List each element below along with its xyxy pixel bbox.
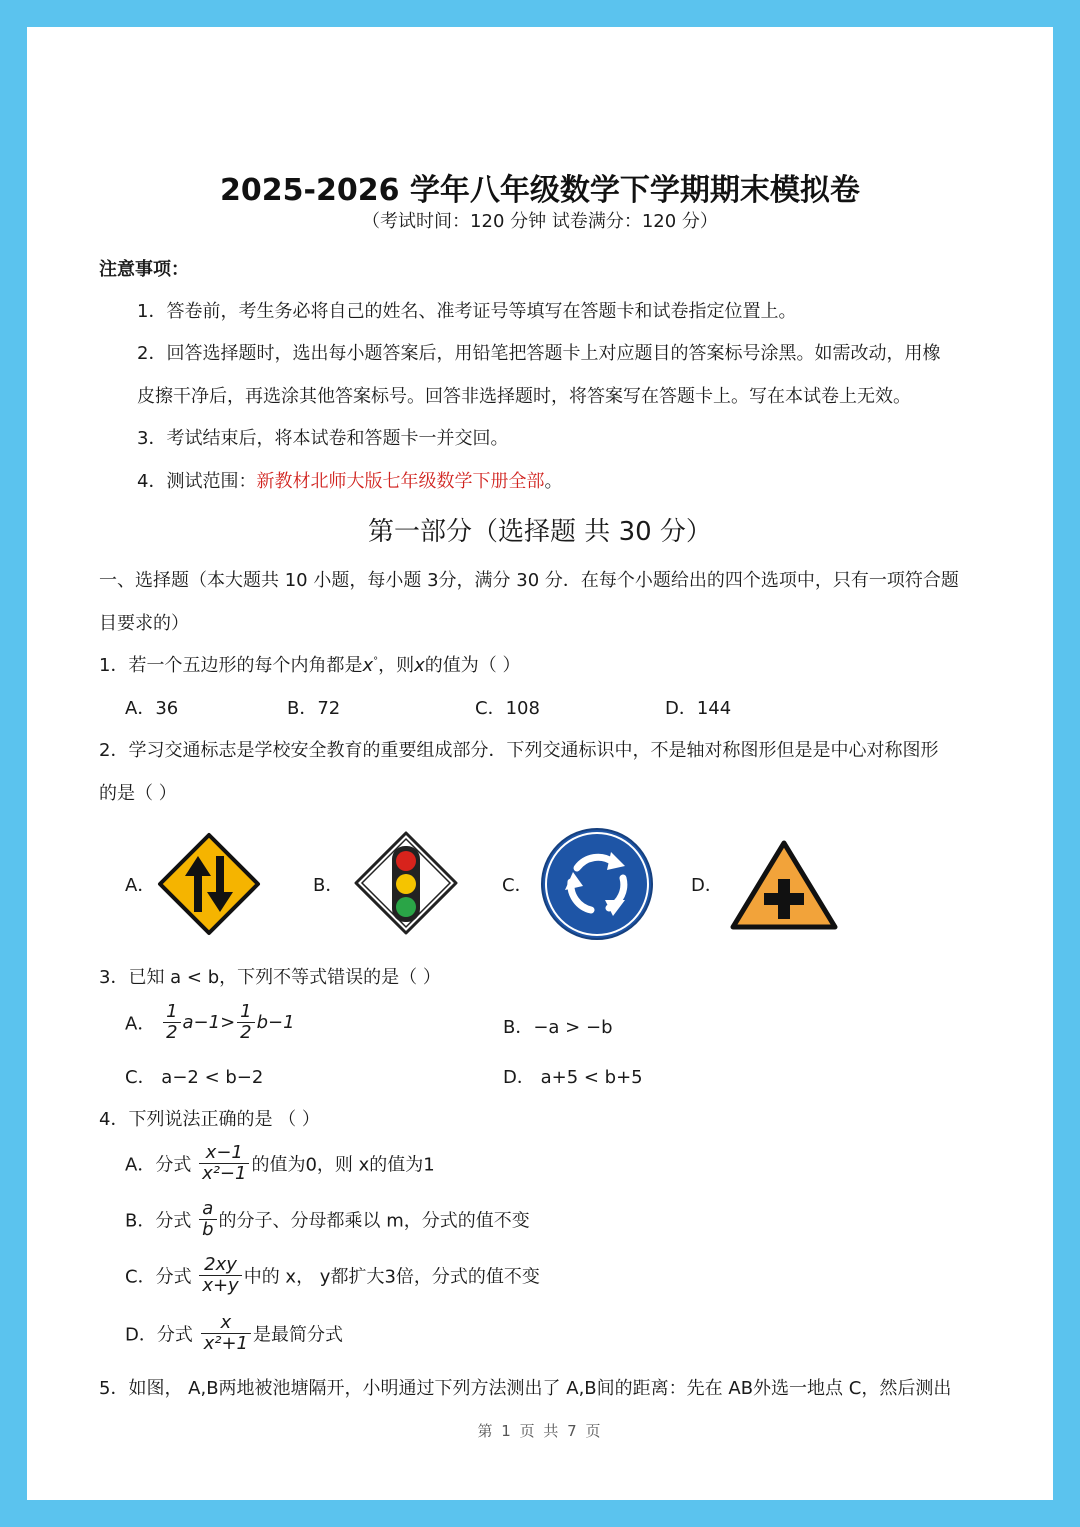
exam-info: （考试时间：120 分钟 试卷满分：120 分） — [362, 211, 718, 232]
q2-option-c-label: C． — [502, 875, 533, 896]
section-intro: 一、选择题（本大题共 10 小题，每小题 3分，满分 30 分．在每个小题给出的四个选项中，只有一项符合题 — [99, 570, 959, 591]
q4-option-a: A．分式 $\frac{x-1}{\text{x²−1}}$ 的值为0，则 x的值为1 — [125, 1142, 435, 1184]
page-number: 第 1 页 共 7 页 — [477, 1422, 603, 1440]
note-item-2: 2．回答选择题时，选出每小题答案后，用铅笔把答题卡上对应题目的答案标号涂黑。如需改动，用橡 — [137, 343, 941, 364]
q3-option-b: B．−a > −b — [503, 1017, 613, 1038]
page-title: 2025-2026 学年八年级数学下学期期末模拟卷 — [220, 173, 860, 208]
question-5: 5．如图， A,B两地被池塘隔开，小明通过下列方法测出了 A,B间的距离：先在 AB外选一地点 C，然后测出 — [99, 1378, 952, 1399]
q1-option-c: C．108 — [475, 698, 540, 719]
traffic-light-sign-icon — [353, 830, 459, 936]
question-1: 1．若一个五边形的每个内角都是x°，则x的值为（ ） — [99, 655, 521, 676]
section-title: 第一部分（选择题 共 30 分） — [368, 517, 712, 547]
note-item-1: 1．答卷前，考生务必将自己的姓名、准考证号等填写在答题卡和试卷指定位置上。 — [137, 301, 797, 322]
note-item-4: 4．测试范围：新教材北师大版七年级数学下册全部。 — [137, 471, 563, 492]
roundabout-sign-icon — [539, 826, 655, 942]
crossroad-warning-sign-icon — [729, 839, 839, 931]
question-4: 4．下列说法正确的是 （ ） — [99, 1109, 320, 1130]
q3-option-a: A． $\frac{1}{2}$ a−1> $\frac{1}{2}$ b−1 — [125, 1001, 295, 1043]
question-3: 3．已知 a < b，下列不等式错误的是（ ） — [99, 967, 441, 988]
q1-option-a: A．36 — [125, 698, 179, 719]
two-way-traffic-sign-icon — [157, 832, 261, 936]
note-item-3: 3．考试结束后，将本试卷和答题卡一并交回。 — [137, 428, 509, 449]
q2-option-d-label: D． — [691, 875, 723, 896]
q3-option-d: D． a+5 < b+5 — [503, 1067, 643, 1088]
notes-heading: 注意事项： — [99, 259, 189, 280]
q3-option-c: C． a−2 < b−2 — [125, 1067, 264, 1088]
section-intro-cont: 目要求的） — [99, 613, 189, 634]
q4-option-d: D．分式 $\frac{x}{\text{x²+1}}$ 是最简分式 — [125, 1312, 344, 1354]
test-scope: 新教材北师大版七年级数学下册全部 — [256, 471, 545, 492]
question-2: 2．学习交通标志是学校安全教育的重要组成部分．下列交通标识中，不是轴对称图形但是是中心对称图形 — [99, 740, 939, 761]
note-item-2-cont: 皮擦干净后，再选涂其他答案标号。回答非选择题时，将答案写在答题卡上。写在本试卷上无效。 — [137, 386, 911, 407]
q4-option-c: C．分式 $\frac{2xy}{x+y}$ 中的 x， y都扩大3倍，分式的值不变 — [125, 1254, 540, 1296]
q1-option-b: B．72 — [287, 698, 341, 719]
q2-option-b-label: B． — [313, 875, 344, 896]
exam-page — [27, 27, 1053, 1500]
q1-option-d: D．144 — [665, 698, 732, 719]
question-2-cont: 的是（ ） — [99, 783, 177, 804]
q2-option-a-label: A． — [125, 875, 156, 896]
q4-option-b: B．分式 $\frac{a}{b}$ 的分子、分母都乘以 m，分式的值不变 — [125, 1198, 530, 1240]
